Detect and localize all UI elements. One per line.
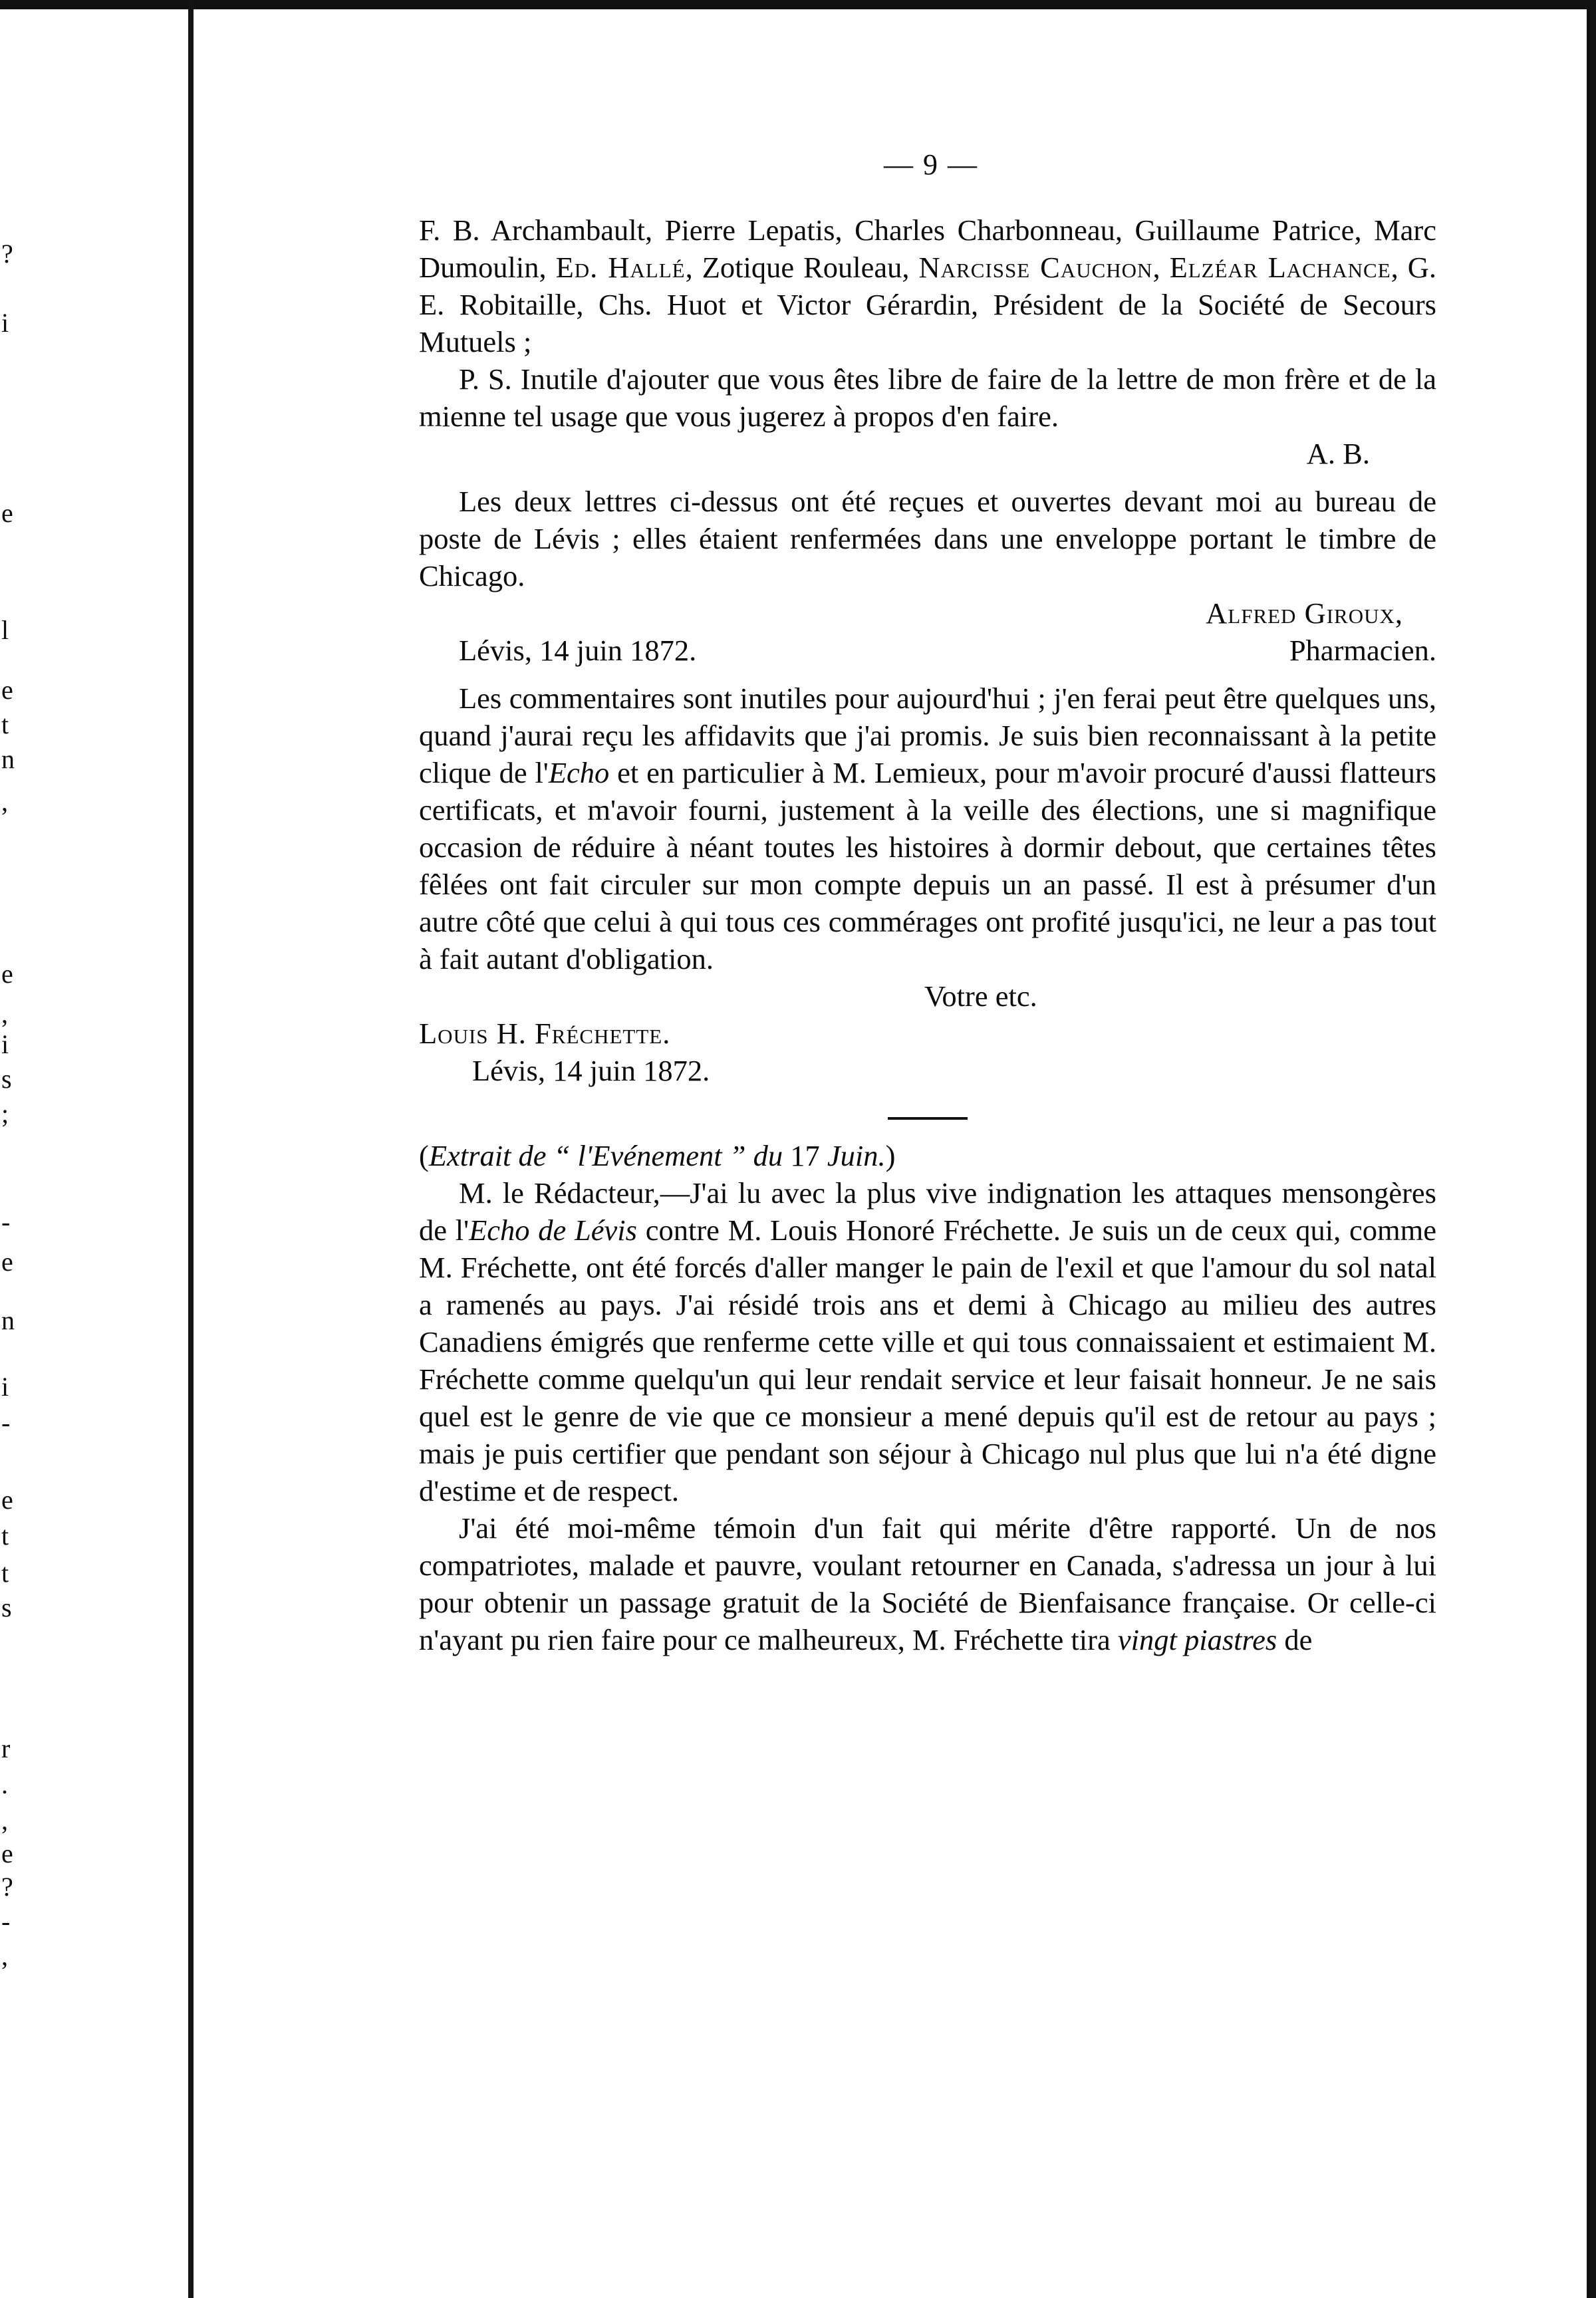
margin-fragment: , xyxy=(1,787,8,817)
spacer xyxy=(419,669,1436,680)
top-scan-edge xyxy=(0,0,1596,9)
right-scan-edge xyxy=(1587,0,1596,2298)
margin-fragment: e xyxy=(1,1839,13,1868)
margin-fragment: i xyxy=(1,1029,9,1059)
giroux-title: Pharmacien. xyxy=(1289,634,1436,667)
margin-fragment: s xyxy=(1,1593,12,1622)
margin-fragment: i xyxy=(1,308,9,338)
margin-fragment: r xyxy=(1,1733,11,1763)
giroux-name: Alfred Giroux, xyxy=(1206,596,1403,630)
signatories-text: , Zotique Rouleau, xyxy=(685,251,919,284)
margin-fragment: e xyxy=(1,1485,13,1515)
margin-fragment: i xyxy=(1,1372,9,1402)
postscript-paragraph: P. S. Inutile d'ajouter que vous êtes libre de faire de la lettre de mon frère et de la mienne tel usage que vous jugerez à propos d'en faire. xyxy=(419,362,1436,433)
margin-fragment: - xyxy=(1,1906,11,1936)
margin-fragment: e xyxy=(1,675,13,705)
page-body xyxy=(419,211,1436,1658)
frechette-signature: Louis H. Fréchette. xyxy=(419,1017,671,1050)
signatories-text: , G. E. Robitaille, Chs. Huot et Victor Gérardin, Président de la Société de Secours Mutuels ; xyxy=(419,251,1436,358)
margin-fragment: n xyxy=(1,744,15,774)
closing-formula: Votre etc. xyxy=(924,979,1037,1013)
margin-fragment: t xyxy=(1,1521,9,1551)
echo-de-levis-title: Echo de Lévis xyxy=(469,1213,637,1247)
margin-fragment: , xyxy=(1,1805,8,1835)
extract-day: 17 xyxy=(783,1139,827,1172)
commentary-text: Les commentaires sont inutiles pour aujourd'hui ; j'en ferai peut être quelques uns, quand j'aurai reçu les affidavits que j'ai promis. Je suis bien reconnaissant à la petite clique de l' xyxy=(419,682,1436,789)
commentary-paragraph xyxy=(419,680,1436,977)
margin-fragment: n xyxy=(1,1305,15,1335)
letter-paragraph-2 xyxy=(419,1509,1436,1658)
extract-month: Juin. xyxy=(827,1139,886,1172)
page-spine-line xyxy=(188,0,194,2298)
signatories-text: F. B. Archambault, Pierre Lepatis, Charles Charbonneau, Guillaume Patrice, Marc Dumoulin, xyxy=(419,213,1436,284)
margin-fragment: , xyxy=(1,999,8,1029)
margin-fragment: e xyxy=(1,959,13,989)
margin-fragment: ? xyxy=(1,1872,13,1902)
signatories-text: , xyxy=(1152,251,1170,284)
margin-fragment: - xyxy=(1,1207,11,1237)
extract-paren: ) xyxy=(885,1139,896,1172)
ab-signature: A. B. xyxy=(1306,437,1370,470)
margin-fragment: e xyxy=(1,1247,13,1277)
margin-fragment: t xyxy=(1,709,9,739)
margin-fragment: t xyxy=(1,1558,9,1588)
section-divider-rule xyxy=(888,1117,968,1120)
letter-text: J'ai été moi-même témoin d'un fait qui mérite d'être rapporté. Un de nos compatriotes, malade et pauvre, voulant retourner en Canada, s'adressa un jour à lui pour obtenir un passage gratuit de la Société de Bienfaisance française. Or celle-ci n'ayant pu rien faire pour ce malheureux, M. Fréchette tira xyxy=(419,1511,1436,1656)
margin-fragment: s xyxy=(1,1064,12,1094)
left-margin-bleed-text xyxy=(0,0,27,2298)
margin-fragment: l xyxy=(1,615,9,645)
margin-fragment: , xyxy=(1,1941,8,1971)
margin-fragment: ; xyxy=(1,1098,9,1128)
commentary-text: et en particulier à M. Lemieux, pour m'avoir procuré d'aussi flatteurs certificats, et m'avoir fourni, justement à la veille des élections, une si magnifique occasion de réduire à néant toutes les histoires à dormir debout, que certaines têtes fêlées ont fait circuler sur mon compte depuis un an passé. Il est à présumer d'un autre côté que celui à qui tous ces commérages ont profité jusqu'ici, ne leur a pas tout à fait autant d'obligation. xyxy=(419,756,1436,975)
signatory-name: Narcisse Cauchon xyxy=(918,251,1153,284)
giroux-place-date: Lévis, 14 juin 1872. xyxy=(459,634,697,667)
margin-fragment: ? xyxy=(1,239,13,269)
signatory-name: Elzéar Lachance xyxy=(1169,251,1391,284)
margin-fragment: - xyxy=(1,1408,11,1438)
margin-fragment: e xyxy=(1,498,13,528)
extract-source: Extrait de “ l'Evénement ” du xyxy=(428,1139,783,1172)
giroux-signature-line xyxy=(419,632,1436,669)
margin-fragment: . xyxy=(1,1769,8,1799)
extract-heading xyxy=(419,1137,1436,1174)
closing-place-date: Lévis, 14 juin 1872. xyxy=(472,1054,710,1087)
signatory-name: Ed. Hallé xyxy=(555,251,686,284)
certification-paragraph: Les deux lettres ci-dessus ont été reçues et ouvertes devant moi au bureau de poste de Lévis ; elles étaient renfermées dans une enveloppe portant le timbre de Chicago. xyxy=(419,485,1436,592)
letter-text: contre M. Louis Honoré Fréchette. Je suis un de ceux qui, comme M. Fréchette, ont été forcés d'aller manger le pain de l'exil et que l'amour du sol natal a ramenés au pays. J'ai résidé trois ans et demi à Chicago au milieu des autres Canadiens émigrés que renferme cette ville et qui tous connaissaient et estimaient M. Fréchette comme quelqu'un qui leur rendait service et leur faisait honneur. Je ne sais quel est le genre de vie que ce monsieur a mené depuis qu'il est de retour au pays ; mais je puis certifier que pendant son séjour à Chicago nul plus que lui n'a été digne d'estime et de respect. xyxy=(419,1213,1436,1507)
extract-paren: ( xyxy=(419,1139,429,1172)
echo-title: Echo xyxy=(548,756,610,789)
letter-text: M. le Rédacteur,—J'ai lu avec la plus vive indignation les attaques mensongères de l' xyxy=(419,1176,1436,1247)
page-number: — 9 — xyxy=(884,148,978,181)
signatories-paragraph xyxy=(419,211,1436,360)
letter-text: de xyxy=(1277,1623,1313,1656)
spacer xyxy=(419,472,1436,483)
amount-emphasis: vingt piastres xyxy=(1117,1623,1277,1656)
letter-paragraph-1 xyxy=(419,1174,1436,1509)
